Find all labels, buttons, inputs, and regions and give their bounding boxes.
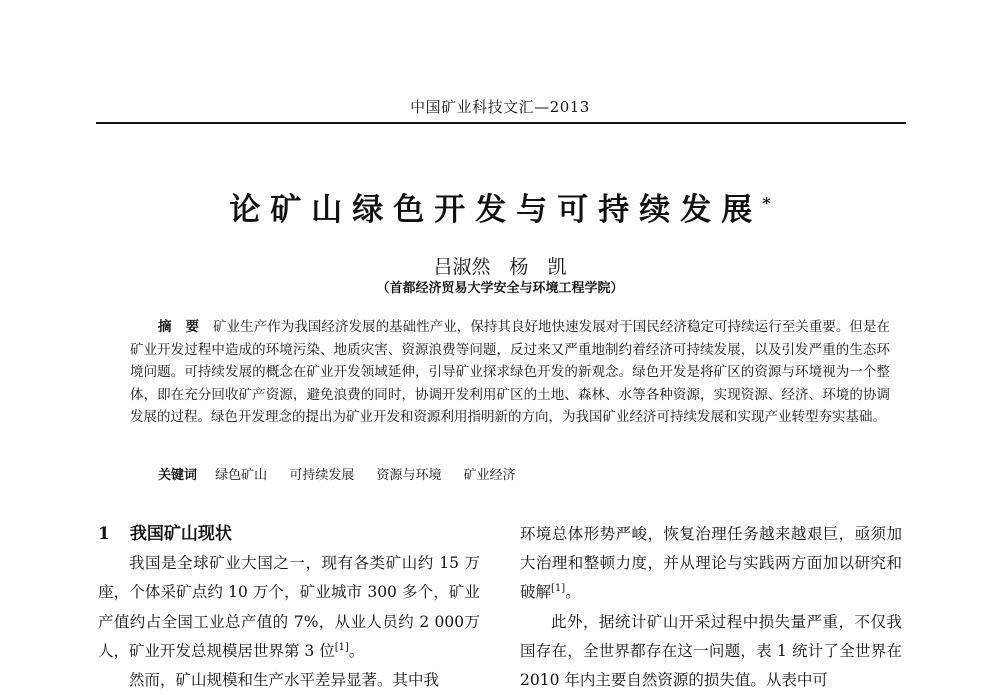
header-rule bbox=[96, 122, 906, 124]
keyword: 矿业经济 bbox=[463, 468, 516, 483]
section-heading bbox=[98, 520, 480, 549]
abstract-text: 矿业生产作为我国经济发展的基础性产业，保持其良好地快速发展对于国民经济稳定可持续运行至关重要。但是在矿业开发过程中造成的环境污染、地质灾害、资源浪费等问题，反过来又严重地制约着经济可持续发展，以及引发严重的生态环境问题。可持续发展的概念在矿业开发领域延伸，引导矿业探求绿色开发的新观念。绿色开发是将矿区的资源与环境视为一个整体，即在充分回收矿产资源，避免浪费的同时，协调开发利用矿区的土地、森林、水等各种资源，实现资源、经济、环境的协调发展的过程。绿色开发理念的提出为矿业开发和资源利用指明新的方向，为我国矿业经济可持续发展和实现产业转型夯实基础。 bbox=[130, 319, 891, 426]
paragraph bbox=[98, 549, 480, 666]
article-authors: 吕淑然 杨 凯 bbox=[433, 256, 567, 278]
title-footnote-mark: * bbox=[762, 193, 771, 213]
paragraph-end: 。 bbox=[348, 641, 365, 660]
keywords-label: 关键词 bbox=[158, 468, 198, 483]
paragraph-end: 。 bbox=[565, 583, 581, 602]
paragraph: 此外，据统计矿山开采过程中损失量严重，不仅我国存在，全世界都存在这一问题，表 1 统计了全世界在 2010 年内主要自然资源的损失值。从表中可 bbox=[520, 612, 902, 690]
keywords bbox=[130, 465, 890, 487]
section-number: 1 bbox=[98, 524, 110, 544]
paragraph-text: 环境总体形势严峻，恢复治理任务越来越艰巨，亟须加大治理和整顿力度，并从理论与实践两方面加以研究和破解 bbox=[520, 525, 902, 602]
paragraph bbox=[520, 520, 902, 608]
citation: [1] bbox=[551, 583, 566, 595]
paragraph: 然而，矿山规模和生产水平差异显著。其中我 bbox=[129, 671, 440, 690]
article-affiliation: （首都经济贸易大学安全与环境工程学院） bbox=[376, 281, 624, 296]
running-header: 中国矿业科技文汇—2013 bbox=[410, 98, 590, 116]
article-title-text: 论矿山绿色开发与可持续发展 bbox=[229, 192, 763, 228]
body-column-right bbox=[520, 520, 902, 695]
body-column-left bbox=[98, 520, 480, 695]
abstract bbox=[130, 316, 890, 429]
keyword: 绿色矿山 bbox=[215, 468, 268, 483]
keyword: 资源与环境 bbox=[376, 468, 442, 483]
citation: [1] bbox=[334, 641, 349, 653]
keyword: 可持续发展 bbox=[289, 468, 355, 483]
section-title: 我国矿山现状 bbox=[129, 524, 232, 544]
paragraph-text: 我国是全球矿业大国之一，现有各类矿山约 15 万座，个体采矿点约 10 万个，矿业城市 300 多个，矿业产值约占全国工业总产值的 7%，从业人员约 2 000万人，矿业开发总规模居世界第 3 位 bbox=[98, 554, 480, 660]
article-title bbox=[0, 184, 1000, 229]
abstract-label: 摘要 bbox=[158, 319, 214, 335]
